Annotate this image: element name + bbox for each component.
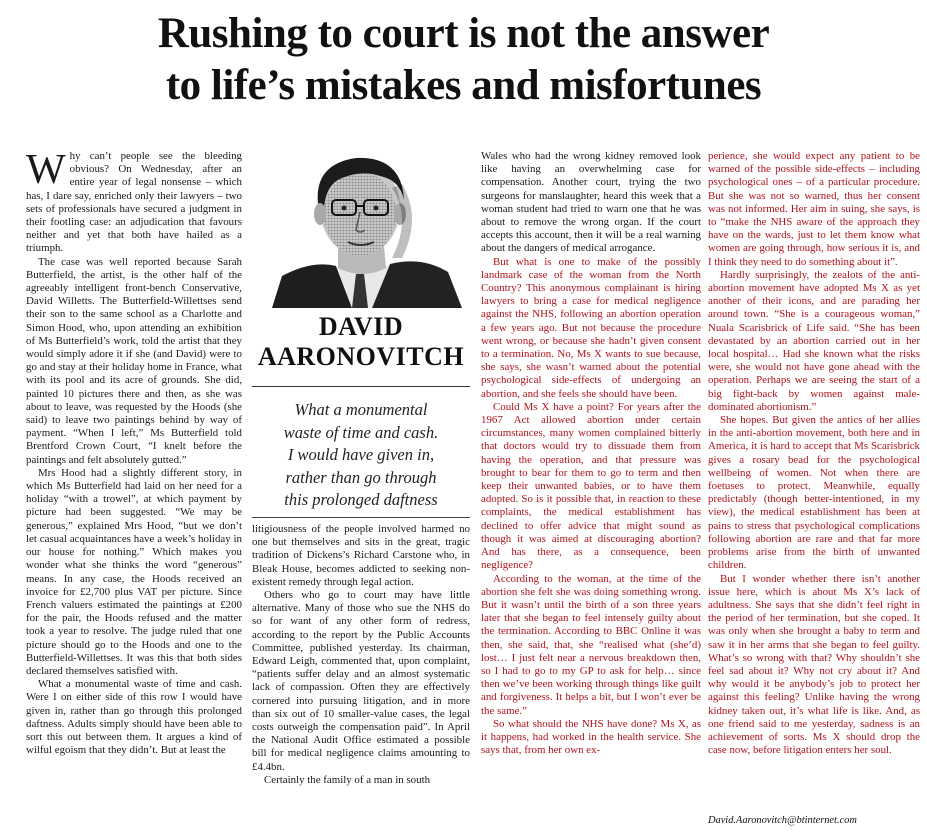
paragraph: She hopes. But given the antics of her allies in the anti-abortion movement, both here and in America, it is hard to accept that Ms Scarisbrick gives a rosary bead for the psychological wellbeing of women. Not when there are foetuses to protect. Meanwhile, equally predictably (though better-intentioned, in my view), the medical establishment has been at pains to stress that psychological complications following abortion are rare and that far more problems arise from the birth of unwanted children. (708, 414, 920, 572)
pull-quote-line: rather than go through (285, 467, 437, 487)
article-column-3 (481, 150, 701, 757)
paragraph: Could Ms X have a point? For years after the 1967 Act allowed abortion under certain circumstances, many women complained bitterly that doctors would try to dissuade them from having the operation, and that pressure was brought to bear for them to go to term and then keep their unwanted babies, or to have them adopted. So is it possible that, in reaction to these complaints, the medical establishment has declined to offer advice that might sound as though it was aimed at discouraging abortion? And has there, as a consequence, been negligence? (481, 400, 701, 572)
article-column-1 (26, 147, 242, 757)
paragraph: Hardly surprisingly, the zealots of the anti-abortion movement have adopted Ms X as yet another of their icons, and are parading her around town. “She is a courageous woman,” Nuala Scarisbrick of Life said. “She has been devastated by an abortion carried out in her local hospital… Had she known what the risks were, she would not have gone ahead with the operation. Perhaps we are seeing the start of a big fight-back by women against male-dominated abortionism.” (708, 268, 920, 413)
pull-quote-line: I would have given in, (287, 445, 435, 464)
headline-line-1: Rushing to court is not the answer (157, 10, 770, 57)
paragraph: What a monumental waste of time and cash. Were I on either side of this row I would have given in, rather than go through this prolonged daftness. Adults simply should have been able to sort this out between them. It argues a kind of wilful egoism that they didn’t. But at least the (26, 678, 242, 757)
paragraph: The case was well reported because Sarah Butterfield, the artist, is the other half of the agreeably intelligent front-bench Conservative, David Willetts. The Butterfield-Willettses send their son to the same school as a Charlotte and Simon Hood, who, upon attending an exhibition of Ms Butterfield’s work, told the artist that they would simply adore it if she (and David) were to go and stay at their holiday home in France, what with its pool and its acre of grounds. She did, painted 10 pictures there and then, as she was about to leave, was requested by the Hoods (she said) to leave two paintings behind by way of payment. “When I left,” Ms Butterfield told Brentford Crown Court, “I knelt before the paintings and felt absolutely gutted.” (26, 255, 242, 466)
paragraph: But I wonder whether there isn’t another issue here, which is about Ms X’s lack of adultness. She says that she didn’t feel right in the period of her termination, but she coped. It was only when she brought a baby to term and saw it in her arms that she began to feel guilty. What’s so wrong with that? Why shouldn’t she feel sad about it? Why not cry about it? And why would it be anybody’s job to protect her against this feeling? Unlike having the wrong kidney taken out, it’s what life is like. And, as one friend said to me yesterday, sadness is an achievement of sorts. Ms X should drop the case now, before litigation enters her soul. (708, 572, 920, 757)
author-photo (252, 148, 470, 308)
paragraph: Wales who had the wrong kidney removed look like having an overwhelming case for compensation. Another court, trying the two surgeons for manslaughter, heard this week that a woman student had tried to warn one that he was about to remove the wrong organ. If the court accepts this account, then it will be a real warning about the dangers of medical arrogance. (481, 150, 701, 255)
headline (0, 8, 927, 112)
article-column-4 (708, 150, 920, 757)
paragraph: But what is one to make of the possibly landmark case of the woman from the North Country? This anonymous complainant is hiring lawyers to bring a case for medical negligence against the NHS, following an abortion operation a few years ago. But not because the procedure went wrong, or because she hadn’t given consent to a termination. No, Ms X wants to sue because, she says, she wasn’t warned about the potential psychological side-effects of undergoing an abortion, and she feels she should have been. (481, 255, 701, 400)
paragraph: According to the woman, at the time of the abortion she felt she was doing something wrong. But it wasn’t until the birth of a son three years later that she began to feel intensely guilty about the termination. According to BBC Online it was then, she said, that, she “realised what (she’d) lost… I just felt near a nervous breakdown then, so I had to go to my GP to ask for help… since then we’ve been working through things like guilt and forgiveness. It helps a bit, but I won’t ever be the same.” (481, 572, 701, 717)
pull-quote-line: waste of time and cash. (283, 422, 439, 442)
paragraph: Others who go to court may have little alternative. Many of those who sue the NHS do so for want of any other form of redress, according to the report by the Public Accounts Committee, published yesterday. Its chairman, Edward Leigh, commented that, upon complaint, “patients suffer delay and an almost systematic lack of compassion. Often they are effectively cornered into pursuing litigation, and in more than six out of 10 smaller-value cases, the legal costs outweigh the compensation paid”. In April the National Audit Office estimated a possible bill for medical negligence claims amounting to £4.4bn. (252, 589, 470, 773)
byline-last-name: AARONOVITCH (257, 342, 465, 371)
paragraph: perience, she would expect any patient to be warned of the possible side-effects – including psychological ones – of a particular procedure. But she was not so warned, thus her consent was not informed. Her aim in suing, she says, is to “make the NHS aware of the approach they have on the wards, just to let them know what women are going through, how serious it is, and I think they need to do something about it”. (708, 150, 920, 268)
paragraph: Certainly the family of a man in south (264, 773, 431, 786)
byline (252, 312, 470, 372)
paragraph: litigiousness of the people involved harmed no one but themselves and sits in the great, tragic tradition of Dickens’s Richard Carstone who, in Bleak House, becomes addicted to seeking non-existent remedy through legal action. (252, 523, 470, 588)
paragraph: So what should the NHS have done? Ms X, as it happens, had worked in the health service. She says that, from her own ex- (481, 717, 701, 757)
pull-quote-line: What a monumental (294, 400, 428, 419)
byline-first-name: DAVID (318, 312, 404, 341)
paragraph: Mrs Hood had a slightly different story, in which Ms Butterfield had laid on her need for a holiday “with a trowel”, at which payment by picture had been suggested. “We may be generous,” explained Mrs Hood, “but we don’t let casual acquaintances have a week’s holiday in our house for nothing.” Which makes you wonder what she thinks the word “generous” means. In any case, the Hoods received an invoice for £2,700 plus VAT per picture. Since French valuers estimated the paintings at £200 for the pair, the Hoods refused and the matter took a year to resolve. The judge ruled that one picture should go to the Hoods and one to the Butterfield-Willettses. It was this that both sides declared themselves satisfied with. (26, 466, 242, 677)
divider (252, 517, 470, 518)
paragraph: Why can’t people see the bleeding obvious? On Wednesday, after an entire year of legal nonsense – which has, I dare say, enriched only their lawyers – two sets of professionals have secured a judgment in their footling case: an adjudication that favours neither and yet that both have hailed as a triumph. (26, 147, 242, 255)
author-email: David.Aaronovitch@btinternet.com (708, 815, 857, 826)
drop-cap: W (26, 147, 66, 193)
article-column-2 (252, 523, 470, 787)
pull-quote (252, 386, 470, 512)
headline-line-2: to life’s mistakes and misfortunes (165, 62, 762, 109)
pull-quote-line: this prolonged daftness (284, 490, 438, 509)
